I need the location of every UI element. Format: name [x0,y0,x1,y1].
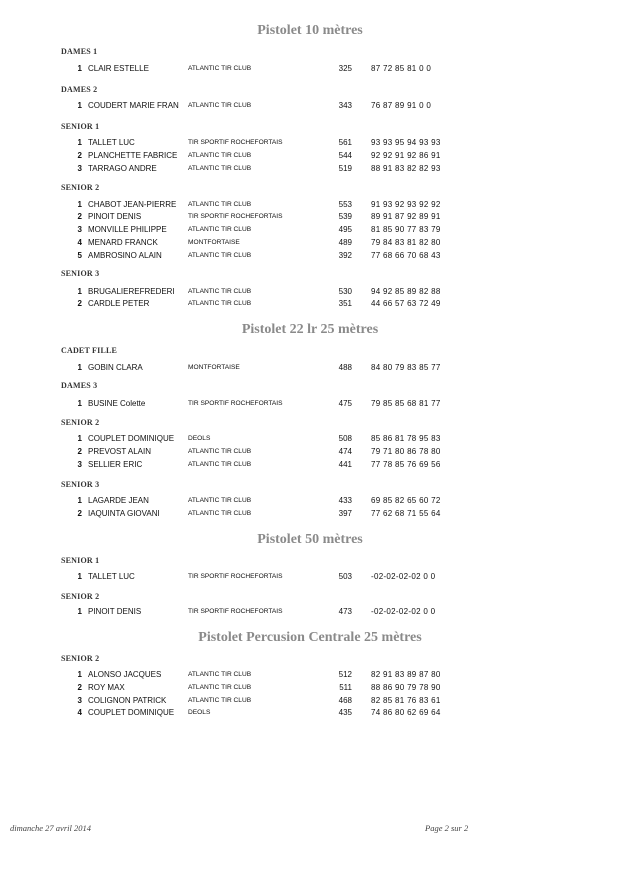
total-score: 433 [338,496,352,505]
result-row [0,495,620,506]
shooter-name: MONVILLE PHILIPPE [88,225,167,234]
shooter-name: PINOIT DENIS [88,212,142,221]
series-scores: -02-02-02-02 0 0 [371,572,436,581]
result-row [0,707,620,718]
rank: 1 [77,287,82,296]
total-score: 473 [338,607,352,616]
club-name: ATLANTIC TIR CLUB [188,65,252,72]
series-scores: 77 62 68 71 55 64 [371,509,441,518]
rank: 4 [77,238,82,247]
total-score: 508 [338,434,352,443]
club-name: MONTFORTAISE [188,239,240,246]
club-name: DEOLS [188,709,211,716]
shooter-name: MENARD FRANCK [88,238,158,247]
result-row [0,163,620,174]
result-row [0,199,620,210]
result-row [0,606,620,617]
rank: 3 [77,696,82,705]
total-score: 468 [338,696,352,705]
rank: 1 [77,572,82,581]
club-name: ATLANTIC TIR CLUB [188,510,252,517]
club-name: ATLANTIC TIR CLUB [188,165,252,172]
result-row [0,695,620,706]
category-heading: DAMES 3 [61,381,98,390]
result-row [0,446,620,457]
rank: 2 [77,151,82,160]
discipline-title: Pistolet 50 mètres [257,532,363,547]
club-name: TIR SPORTIF ROCHEFORTAIS [188,400,283,407]
result-row [0,100,620,111]
shooter-name: CARDLE PETER [88,299,150,308]
category-heading: SENIOR 2 [61,592,100,601]
category-heading: SENIOR 1 [61,556,100,565]
result-row [0,286,620,297]
club-name: ATLANTIC TIR CLUB [188,288,252,295]
shooter-name: PINOIT DENIS [88,607,142,616]
series-scores: 69 85 82 65 60 72 [371,496,441,505]
rank: 1 [77,399,82,408]
result-row [0,669,620,680]
result-row [0,211,620,222]
shooter-name: ALONSO JACQUES [88,670,162,679]
shooter-name: SELLIER ERIC [88,460,143,469]
rank: 1 [77,607,82,616]
footer-date: dimanche 27 avril 2014 [10,823,91,833]
rank: 2 [77,683,82,692]
result-row [0,150,620,161]
rank: 1 [77,670,82,679]
shooter-name: CHABOT JEAN-PIERRE [88,200,177,209]
club-name: ATLANTIC TIR CLUB [188,697,252,704]
shooter-name: TALLET LUC [88,572,135,581]
rank: 1 [77,138,82,147]
total-score: 488 [338,363,352,372]
result-row [0,362,620,373]
category-heading: SENIOR 2 [61,418,100,427]
total-score: 475 [338,399,352,408]
category-heading: SENIOR 2 [61,183,100,192]
club-name: ATLANTIC TIR CLUB [188,300,252,307]
shooter-name: GOBIN CLARA [88,363,143,372]
club-name: ATLANTIC TIR CLUB [188,497,252,504]
result-row [0,682,620,693]
club-name: ATLANTIC TIR CLUB [188,252,252,259]
category-heading: CADET FILLE [61,346,118,355]
total-score: 351 [338,299,352,308]
series-scores: 77 68 66 70 68 43 [371,251,441,260]
series-scores: 77 78 85 76 69 56 [371,460,441,469]
rank: 2 [77,447,82,456]
shooter-name: COLIGNON PATRICK [88,696,167,705]
total-score: 503 [338,572,352,581]
total-score: 343 [338,101,352,110]
rank: 1 [77,434,82,443]
club-name: ATLANTIC TIR CLUB [188,201,252,208]
total-score: 489 [338,238,352,247]
series-scores: 89 91 87 92 89 91 [371,212,441,221]
total-score: 495 [338,225,352,234]
rank: 3 [77,164,82,173]
rank: 3 [77,460,82,469]
club-name: ATLANTIC TIR CLUB [188,226,252,233]
discipline-title: Pistolet 22 lr 25 mètres [241,322,379,337]
total-score: 512 [338,670,352,679]
result-row [0,571,620,582]
shooter-name: BUSINE Colette [88,399,146,408]
series-scores: 81 85 90 77 83 79 [371,225,441,234]
result-row [0,298,620,309]
shooter-name: ROY MAX [88,683,125,692]
total-score: 544 [338,151,352,160]
total-score: 325 [338,64,352,73]
category-heading: DAMES 1 [61,47,98,56]
club-name: TIR SPORTIF ROCHEFORTAIS [188,139,283,146]
series-scores: 91 93 92 93 92 92 [371,200,441,209]
club-name: TIR SPORTIF ROCHEFORTAIS [188,573,283,580]
rank: 5 [77,251,82,260]
series-scores: 94 92 85 89 82 88 [371,287,441,296]
rank: 1 [77,363,82,372]
series-scores: 84 80 79 83 85 77 [371,363,441,372]
shooter-name: AMBROSINO ALAIN [88,251,162,260]
series-scores: 88 86 90 79 78 90 [371,683,441,692]
shooter-name: IAQUINTA GIOVANI [88,509,160,518]
category-heading: SENIOR 2 [61,654,100,663]
footer-page-number: Page 2 sur 2 [425,823,469,833]
series-scores: 88 91 83 82 82 93 [371,164,441,173]
rank: 2 [77,212,82,221]
club-name: ATLANTIC TIR CLUB [188,448,252,455]
total-score: 474 [338,447,352,456]
club-name: DEOLS [188,435,211,442]
series-scores: 82 85 81 76 83 61 [371,696,441,705]
rank: 4 [77,708,82,717]
total-score: 561 [338,138,352,147]
rank: 2 [77,299,82,308]
club-name: ATLANTIC TIR CLUB [188,684,252,691]
total-score: 530 [338,287,352,296]
series-scores: 87 72 85 81 0 0 [371,64,432,73]
result-row [0,224,620,235]
category-heading: DAMES 2 [61,85,98,94]
series-scores: 82 91 83 89 87 80 [371,670,441,679]
result-row [0,237,620,248]
rank: 1 [77,64,82,73]
total-score: 511 [339,683,352,692]
total-score: 435 [338,708,352,717]
club-name: ATLANTIC TIR CLUB [188,461,252,468]
rank: 1 [77,200,82,209]
series-scores: 44 66 57 63 72 49 [371,299,441,308]
club-name: ATLANTIC TIR CLUB [188,102,252,109]
rank: 3 [77,225,82,234]
series-scores: 74 86 80 62 69 64 [371,708,441,717]
discipline-title: Pistolet 10 mètres [257,23,363,38]
result-row [0,459,620,470]
club-name: TIR SPORTIF ROCHEFORTAIS [188,608,283,615]
rank: 1 [77,101,82,110]
category-heading: SENIOR 3 [61,269,100,278]
category-heading: SENIOR 3 [61,480,100,489]
shooter-name: TALLET LUC [88,138,135,147]
discipline-title: Pistolet Percusion Centrale 25 mètres [198,630,422,645]
series-scores: 76 87 89 91 0 0 [371,101,432,110]
club-name: MONTFORTAISE [188,364,240,371]
shooter-name: LAGARDE JEAN [88,496,149,505]
shooter-name: PLANCHETTE FABRICE [88,151,178,160]
total-score: 392 [338,251,352,260]
result-row [0,137,620,148]
shooter-name: PREVOST ALAIN [88,447,151,456]
series-scores: 92 92 91 92 86 91 [371,151,441,160]
club-name: ATLANTIC TIR CLUB [188,671,252,678]
series-scores: 93 93 95 94 93 93 [371,138,441,147]
total-score: 397 [338,509,352,518]
shooter-name: CLAIR ESTELLE [88,64,149,73]
series-scores: 79 85 85 68 81 77 [371,399,441,408]
shooter-name: COUDERT MARIE FRAN [88,101,179,110]
total-score: 441 [338,460,352,469]
series-scores: 79 71 80 86 78 80 [371,447,441,456]
result-row [0,508,620,519]
shooter-name: COUPLET DOMINIQUE [88,708,175,717]
result-row [0,250,620,261]
rank: 2 [77,509,82,518]
series-scores: 85 86 81 78 95 83 [371,434,441,443]
rank: 1 [77,496,82,505]
shooter-name: COUPLET DOMINIQUE [88,434,175,443]
total-score: 553 [338,200,352,209]
category-heading: SENIOR 1 [61,122,100,131]
result-row [0,63,620,74]
club-name: ATLANTIC TIR CLUB [188,152,252,159]
shooter-name: TARRAGO ANDRE [88,164,157,173]
total-score: 539 [338,212,352,221]
club-name: TIR SPORTIF ROCHEFORTAIS [188,213,283,220]
shooter-name: BRUGALIEREFREDERI [88,287,175,296]
series-scores: 79 84 83 81 82 80 [371,238,441,247]
result-row [0,398,620,409]
total-score: 519 [338,164,352,173]
series-scores: -02-02-02-02 0 0 [371,607,436,616]
result-row [0,433,620,444]
